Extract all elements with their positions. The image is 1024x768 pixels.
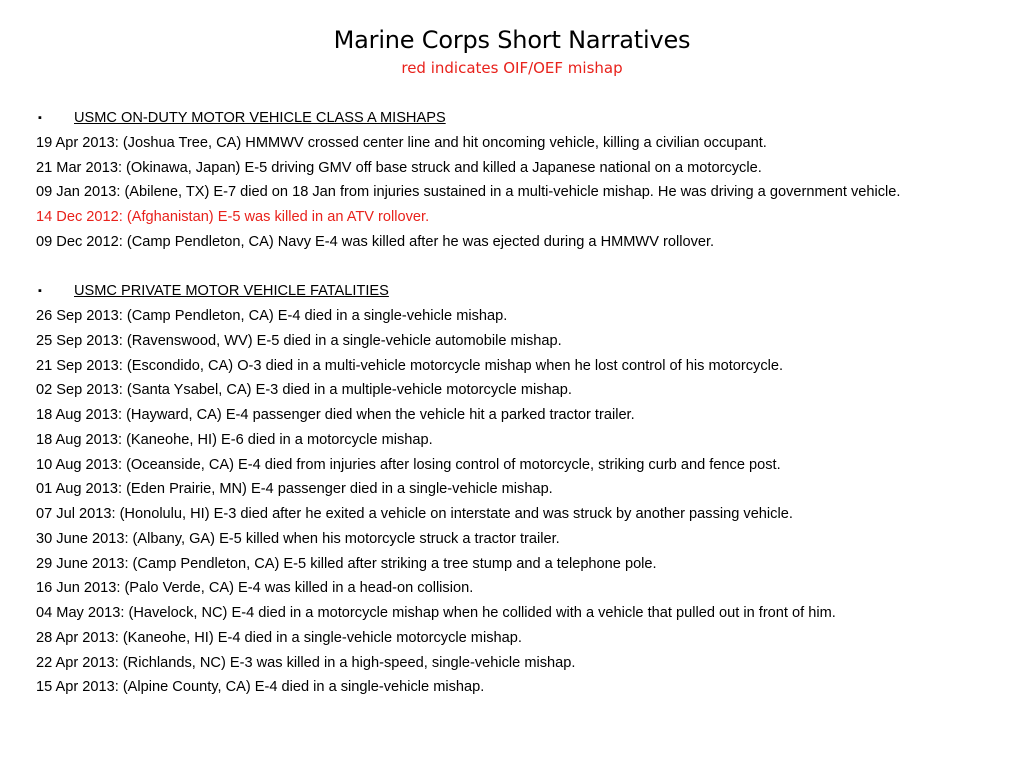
mishap-entry: 29 June 2013: (Camp Pendleton, CA) E-5 killed after striking a tree stump and a telephone pole.	[36, 555, 657, 572]
square-bullet-icon: ▪	[38, 112, 42, 124]
mishap-entry: 09 Jan 2013: (Abilene, TX) E-7 died on 18 Jan from injuries sustained in a multi-vehicle mishap. He was driving a government vehicle.	[36, 184, 901, 201]
mishap-entry: 01 Aug 2013: (Eden Prairie, MN) E-4 passenger died in a single-vehicle mishap.	[36, 481, 553, 498]
slide-title: Marine Corps Short Narratives	[333, 26, 691, 54]
mishap-entry: 02 Sep 2013: (Santa Ysabel, CA) E-3 died in a multiple-vehicle motorcycle mishap.	[36, 382, 572, 399]
narratives-body	[36, 106, 996, 700]
mishap-entry: 22 Apr 2013: (Richlands, NC) E-3 was killed in a high-speed, single-vehicle mishap.	[36, 654, 576, 671]
mishap-entry: 28 Apr 2013: (Kaneohe, HI) E-4 died in a single-vehicle motorcycle mishap.	[36, 629, 522, 646]
section-heading-label: USMC PRIVATE MOTOR VEHICLE FATALITIES	[74, 283, 389, 300]
mishap-entry: 30 June 2013: (Albany, GA) E-5 killed when his motorcycle struck a tractor trailer.	[36, 530, 560, 547]
mishap-entry-oif-oef: 14 Dec 2012: (Afghanistan) E-5 was killed in an ATV rollover.	[36, 209, 430, 225]
mishap-entry: 07 Jul 2013: (Honolulu, HI) E-3 died after he exited a vehicle on interstate and was struck by another passing vehicle.	[36, 506, 793, 522]
section-spacer	[36, 255, 996, 280]
square-bullet-icon: ▪	[38, 285, 42, 298]
mishap-entry: 15 Apr 2013: (Alpine County, CA) E-4 died in a single-vehicle mishap.	[36, 679, 485, 696]
section-heading	[36, 279, 996, 304]
mishap-entry: 25 Sep 2013: (Ravenswood, WV) E-5 died in a single-vehicle automobile mishap.	[36, 332, 562, 349]
section-heading	[36, 106, 996, 131]
mishap-entry: 18 Aug 2013: (Hayward, CA) E-4 passenger died when the vehicle hit a parked tractor trailer.	[36, 407, 635, 423]
mishap-entry: 09 Dec 2012: (Camp Pendleton, CA) Navy E-4 was killed after he was ejected during a HMMWV rollover.	[36, 233, 715, 250]
section-heading-label: USMC ON-DUTY MOTOR VEHICLE CLASS A MISHAPS	[74, 110, 446, 126]
mishap-entry: 19 Apr 2013: (Joshua Tree, CA) HMMWV crossed center line and hit oncoming vehicle, killing a civilian occupant.	[36, 134, 767, 151]
mishap-entry: 16 Jun 2013: (Palo Verde, CA) E-4 was killed in a head-on collision.	[36, 580, 474, 597]
mishap-entry: 21 Mar 2013: (Okinawa, Japan) E-5 driving GMV off base struck and killed a Japanese national on a motorcycle.	[36, 159, 762, 176]
mishap-entry: 21 Sep 2013: (Escondido, CA) O-3 died in a multi-vehicle motorcycle mishap when he lost control of his motorcycle.	[36, 357, 784, 374]
mishap-entry: 26 Sep 2013: (Camp Pendleton, CA) E-4 died in a single-vehicle mishap.	[36, 308, 508, 324]
mishap-entry: 18 Aug 2013: (Kaneohe, HI) E-6 died in a motorcycle mishap.	[36, 431, 433, 448]
slide-subtitle: red indicates OIF/OEF mishap	[401, 59, 623, 77]
mishap-entry: 04 May 2013: (Havelock, NC) E-4 died in a motorcycle mishap when he collided with a vehicle that pulled out in front of him.	[36, 605, 836, 621]
mishap-entry: 10 Aug 2013: (Oceanside, CA) E-4 died from injuries after losing control of motorcycle, striking curb and fence post.	[36, 456, 781, 473]
